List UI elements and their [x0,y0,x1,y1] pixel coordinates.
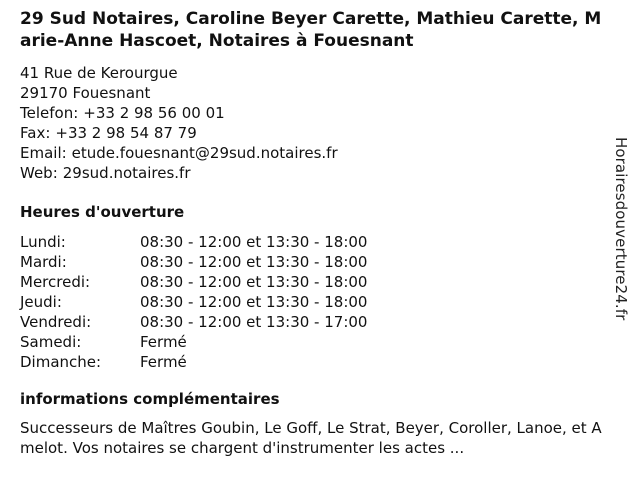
page-title: 29 Sud Notaires, Caroline Beyer Carette, Mathieu Carette, Marie-Anne Hascoet, Notaires à Fouesnant [20,9,602,51]
hours-time: 08:30 - 12:00 et 13:30 - 17:00 [140,313,368,331]
web-line [20,163,602,183]
info-description: Successeurs de Maîtres Goubin, Le Goff, Le Strat, Beyer, Coroller, Lanoe, et Amelot. Vos notaires se chargent d'instrumenter les actes ... [20,419,602,457]
hours-heading: Heures d'ouverture [20,203,185,221]
hours-day: Vendredi: [20,313,92,331]
hours-time: Fermé [140,333,187,351]
contact-block [20,63,602,183]
web-label: Web: [20,164,58,182]
phone-number[interactable]: +33 2 98 56 00 01 [83,104,225,122]
fax-number: +33 2 98 54 87 79 [55,124,197,142]
fax-line [20,123,602,143]
hours-row [20,332,367,352]
web-link[interactable]: 29sud.notaires.fr [62,164,191,182]
hours-day: Jeudi: [20,293,62,311]
hours-day: Dimanche: [20,353,102,371]
business-listing [20,0,602,458]
hours-time: 08:30 - 12:00 et 13:30 - 18:00 [140,293,368,311]
hours-row [20,232,367,252]
address-street: 41 Rue de Kerourgue [20,64,178,82]
hours-time: Fermé [140,353,187,371]
hours-time: 08:30 - 12:00 et 13:30 - 18:00 [140,233,368,251]
address-city: 29170 Fouesnant [20,84,151,102]
hours-time: 08:30 - 12:00 et 13:30 - 18:00 [140,253,368,271]
hours-row [20,352,367,372]
email-label: Email: [20,144,67,162]
hours-day: Samedi: [20,333,82,351]
hours-day: Lundi: [20,233,66,251]
hours-day: Mardi: [20,253,67,271]
fax-label: Fax: [20,124,51,142]
hours-time: 08:30 - 12:00 et 13:30 - 18:00 [140,273,368,291]
hours-row [20,272,367,292]
hours-row [20,312,367,332]
hours-day: Mercredi: [20,273,91,291]
phone-line [20,103,602,123]
site-watermark: Horairesdouverture24.fr [612,137,630,321]
hours-row [20,252,367,272]
hours-table [20,232,367,372]
hours-row [20,292,367,312]
info-heading: informations complémentaires [20,390,280,408]
phone-label: Telefon: [20,104,79,122]
email-link[interactable]: etude.fouesnant@29sud.notaires.fr [71,144,338,162]
email-line [20,143,602,163]
